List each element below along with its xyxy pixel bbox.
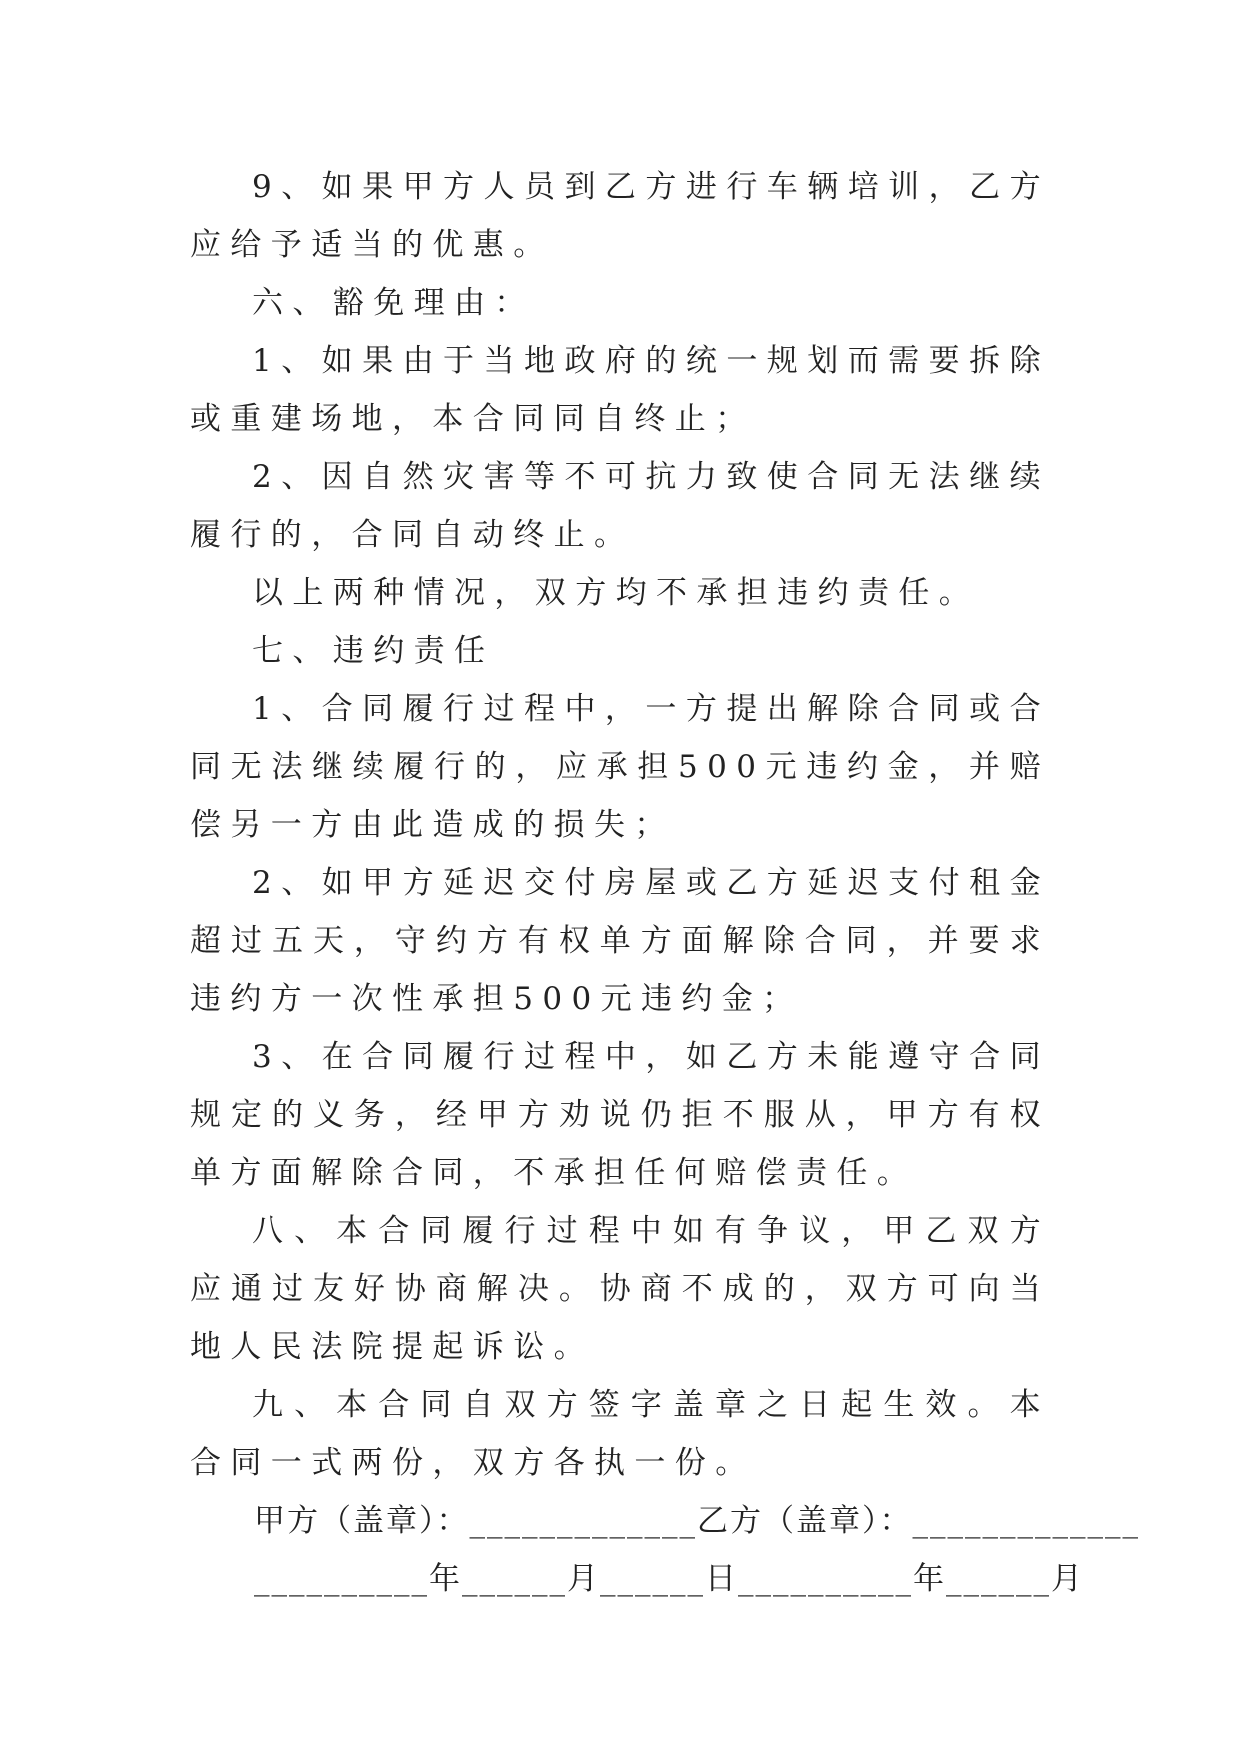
section-9-effectiveness: 九、本合同自双方签字盖章之日起生效。本合同一式两份，双方各执一份。 xyxy=(190,1387,1050,1481)
section-7-heading: 七、违约责任 xyxy=(252,633,495,669)
signature-line-dates: __________年______月______日__________年______月 xyxy=(254,1561,1084,1597)
section-6-heading: 六、豁免理由： xyxy=(252,285,535,321)
liability-clause-2: 2、如甲方延迟交付房屋或乙方延迟支付租金超过五天，守约方有权单方面解除合同，并要求违约方一次性承担500元违约金； xyxy=(190,865,1050,1017)
signature-line-parties: 甲方（盖章）：_____________乙方（盖章）：_____________ xyxy=(254,1503,1140,1539)
document-body xyxy=(190,158,1140,1608)
exemption-note: 以上两种情况，双方均不承担违约责任。 xyxy=(252,575,980,611)
liability-clause-1: 1、合同履行过程中，一方提出解除合同或合同无法继续履行的，应承担500元违约金，并赔偿另一方由此造成的损失； xyxy=(190,691,1050,843)
clause-9-preferential-treatment: 9、如果甲方人员到乙方进行车辆培训，乙方应给予适当的优惠。 xyxy=(190,169,1050,263)
section-8-dispute: 八、本合同履行过程中如有争议，甲乙双方应通过友好协商解决。协商不成的，双方可向当地人民法院提起诉讼。 xyxy=(190,1213,1050,1365)
liability-clause-3: 3、在合同履行过程中，如乙方未能遵守合同规定的义务，经甲方劝说仍拒不服从，甲方有权单方面解除合同，不承担任何赔偿责任。 xyxy=(190,1039,1050,1191)
exemption-clause-2: 2、因自然灾害等不可抗力致使合同无法继续履行的，合同自动终止。 xyxy=(190,459,1050,553)
exemption-clause-1: 1、如果由于当地政府的统一规划而需要拆除或重建场地，本合同同自终止； xyxy=(190,343,1050,437)
